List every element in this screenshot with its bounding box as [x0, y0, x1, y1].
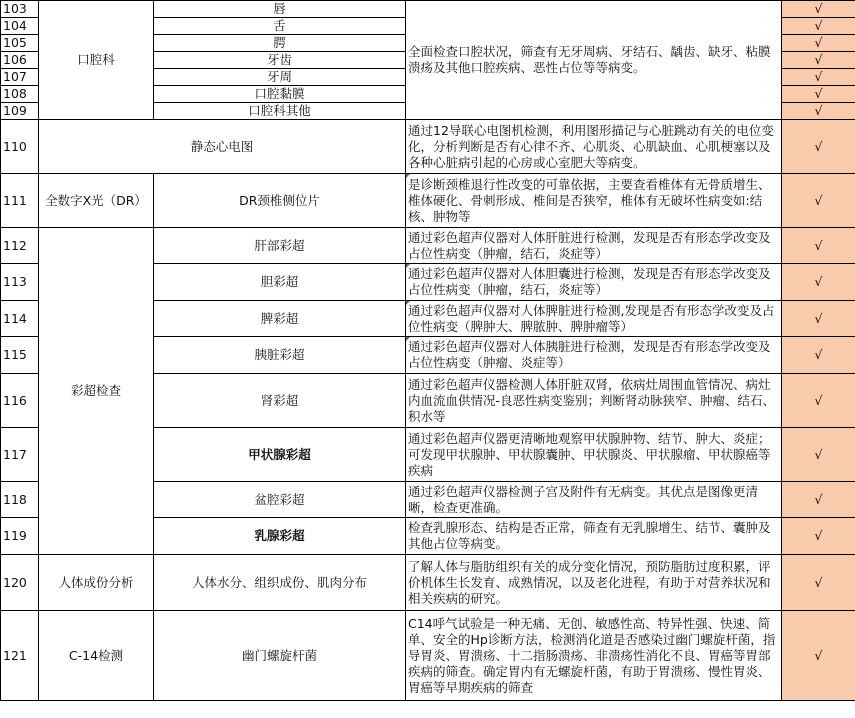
check-cell[interactable]: √	[782, 103, 855, 120]
table-row[interactable]	[1, 611, 855, 701]
description-cell[interactable]: 全面检查口腔状况，筛查有无牙周病、牙结石、龋齿、缺牙、粘膜溃疡及其他口腔疾病、恶性占位等等病变。	[406, 1, 782, 120]
description-cell[interactable]: 通过12导联心电图机检测，利用图形描记与心脏跳动有关的电位变化，分析判断是否有心律不齐、心肌炎、心肌缺血、心肌梗塞以及各种心脏病引起的心房或心室肥大等病变。	[406, 120, 782, 174]
row-number[interactable]: 114	[1, 301, 39, 337]
row-number[interactable]: 110	[1, 120, 39, 174]
row-number[interactable]: 116	[1, 374, 39, 428]
item-cell[interactable]: 口腔黏膜	[154, 86, 406, 103]
row-number[interactable]: 117	[1, 428, 39, 482]
row-number[interactable]: 108	[1, 86, 39, 103]
check-cell[interactable]: √	[782, 482, 855, 518]
description-cell[interactable]: 检查乳腺形态、结构是否正常，筛查有无乳腺增生、结节、囊肿及其他占位等病变。	[406, 518, 782, 555]
item-cell[interactable]: 肾彩超	[154, 374, 406, 428]
description-cell[interactable]: 了解人体与脂肪组织有关的成分变化情况，预防脂肪过度积累，评价机体生长发育、成熟情况，以及老化进程，有助于对营养状况和相关疾病的研究。	[406, 555, 782, 611]
category-cell[interactable]: 人体成份分析	[39, 555, 154, 611]
row-number[interactable]: 106	[1, 52, 39, 69]
item-cell[interactable]: 唇	[154, 1, 406, 18]
check-cell[interactable]: √	[782, 228, 855, 264]
description-cell[interactable]: 通过彩色超声仪器对人体胆囊进行检测，发现是否有形态学改变及占位性病变（肿瘤，结石，炎症等）	[406, 264, 782, 301]
row-number[interactable]: 105	[1, 35, 39, 52]
item-cell[interactable]: 静态心电图	[39, 120, 406, 174]
check-cell[interactable]: √	[782, 86, 855, 103]
description-cell[interactable]: C14呼气试验是一种无痛、无创、敏感性高、特异性强、快速、简单、安全的Hp诊断方法，检测消化道是否感染过幽门螺旋杆菌，指导胃炎、胃溃疡、十二指肠溃疡、非溃疡性消化不良、胃癌等胃部疾病的筛查。确定胃内有无螺旋杆菌，有助于胃溃疡、慢性胃炎、胃癌等早期疾病的筛查	[406, 611, 782, 701]
item-cell[interactable]: 甲状腺彩超	[154, 428, 406, 482]
check-cell[interactable]: √	[782, 174, 855, 228]
category-cell[interactable]: C-14检测	[39, 611, 154, 701]
row-number[interactable]: 112	[1, 228, 39, 264]
item-cell[interactable]: 幽门螺旋杆菌	[154, 611, 406, 701]
row-number[interactable]: 119	[1, 518, 39, 555]
table-row[interactable]	[1, 555, 855, 611]
row-number[interactable]: 118	[1, 482, 39, 518]
item-cell[interactable]: 人体水分、组织成份、肌肉分布	[154, 555, 406, 611]
item-cell[interactable]: 口腔科其他	[154, 103, 406, 120]
item-cell[interactable]: 牙周	[154, 69, 406, 86]
row-number[interactable]: 107	[1, 69, 39, 86]
table-row[interactable]	[1, 1, 855, 18]
row-number[interactable]: 104	[1, 18, 39, 35]
check-cell[interactable]: √	[782, 301, 855, 337]
item-cell[interactable]: 乳腺彩超	[154, 518, 406, 555]
check-cell[interactable]: √	[782, 69, 855, 86]
table-row[interactable]	[1, 174, 855, 228]
table-row[interactable]	[1, 228, 855, 264]
item-cell[interactable]: 牙齿	[154, 52, 406, 69]
item-cell[interactable]: 胆彩超	[154, 264, 406, 301]
row-number[interactable]: 121	[1, 611, 39, 701]
category-cell[interactable]: 口腔科	[39, 1, 154, 120]
description-cell[interactable]: 是诊断颈椎退行性改变的可靠依据，主要查看椎体有无骨质增生、椎体硬化、骨刺形成、椎间是否狭窄，椎体有无破坏性病变如:结核、肿物等	[406, 174, 782, 228]
description-cell[interactable]: 通过彩色超声仪器对人体肝脏进行检测，发现是否有形态学改变及占位性病变（肿瘤，结石，炎症等）	[406, 228, 782, 264]
check-cell[interactable]: √	[782, 374, 855, 428]
description-cell[interactable]: 通过彩色超声仪器对人体脾脏进行检测,发现是否有形态学改变及占位性病变（脾肿大、脾脓肿、脾肿瘤等）	[406, 301, 782, 337]
check-cell[interactable]: √	[782, 52, 855, 69]
check-cell[interactable]: √	[782, 337, 855, 374]
category-cell[interactable]: 全数字X光（DR）	[39, 174, 154, 228]
description-cell[interactable]: 通过彩色超声仪器检测子宫及附件有无病变。其优点是图像更清晰，检查更准确。	[406, 482, 782, 518]
row-number[interactable]: 113	[1, 264, 39, 301]
item-cell[interactable]: 盆腔彩超	[154, 482, 406, 518]
item-cell[interactable]: 脾彩超	[154, 301, 406, 337]
description-cell[interactable]: 通过彩色超声仪器对人体胰脏进行检测，发现是否有形态学改变及占位性病变（肿瘤、炎症等）	[406, 337, 782, 374]
check-cell[interactable]: √	[782, 611, 855, 701]
check-cell[interactable]: √	[782, 264, 855, 301]
row-number[interactable]: 109	[1, 103, 39, 120]
description-cell[interactable]: 通过彩色超声仪器更清晰地观察甲状腺肿物、结节、肿大、炎症；可发现甲状腺肿、甲状腺囊肿、甲状腺炎、甲状腺瘤、甲状腺癌等疾病	[406, 428, 782, 482]
item-cell[interactable]: 肝部彩超	[154, 228, 406, 264]
row-number[interactable]: 115	[1, 337, 39, 374]
check-cell[interactable]: √	[782, 18, 855, 35]
row-number[interactable]: 111	[1, 174, 39, 228]
item-cell[interactable]: DR颈椎侧位片	[154, 174, 406, 228]
check-cell[interactable]: √	[782, 555, 855, 611]
check-cell[interactable]: √	[782, 518, 855, 555]
check-cell[interactable]: √	[782, 1, 855, 18]
row-number[interactable]: 103	[1, 1, 39, 18]
description-cell[interactable]: 通过彩色超声仪器检测人体肝脏双肾，依病灶周围血管情况、病灶内血流血供情况-良恶性病变鉴别；判断肾动脉狭窄、肿瘤、结石、积水等	[406, 374, 782, 428]
check-cell[interactable]: √	[782, 428, 855, 482]
row-number[interactable]: 120	[1, 555, 39, 611]
category-cell[interactable]: 彩超检查	[39, 228, 154, 555]
item-cell[interactable]: 胰脏彩超	[154, 337, 406, 374]
check-cell[interactable]: √	[782, 120, 855, 174]
table-row[interactable]	[1, 120, 855, 174]
check-cell[interactable]: √	[782, 35, 855, 52]
item-cell[interactable]: 腭	[154, 35, 406, 52]
item-cell[interactable]: 舌	[154, 18, 406, 35]
